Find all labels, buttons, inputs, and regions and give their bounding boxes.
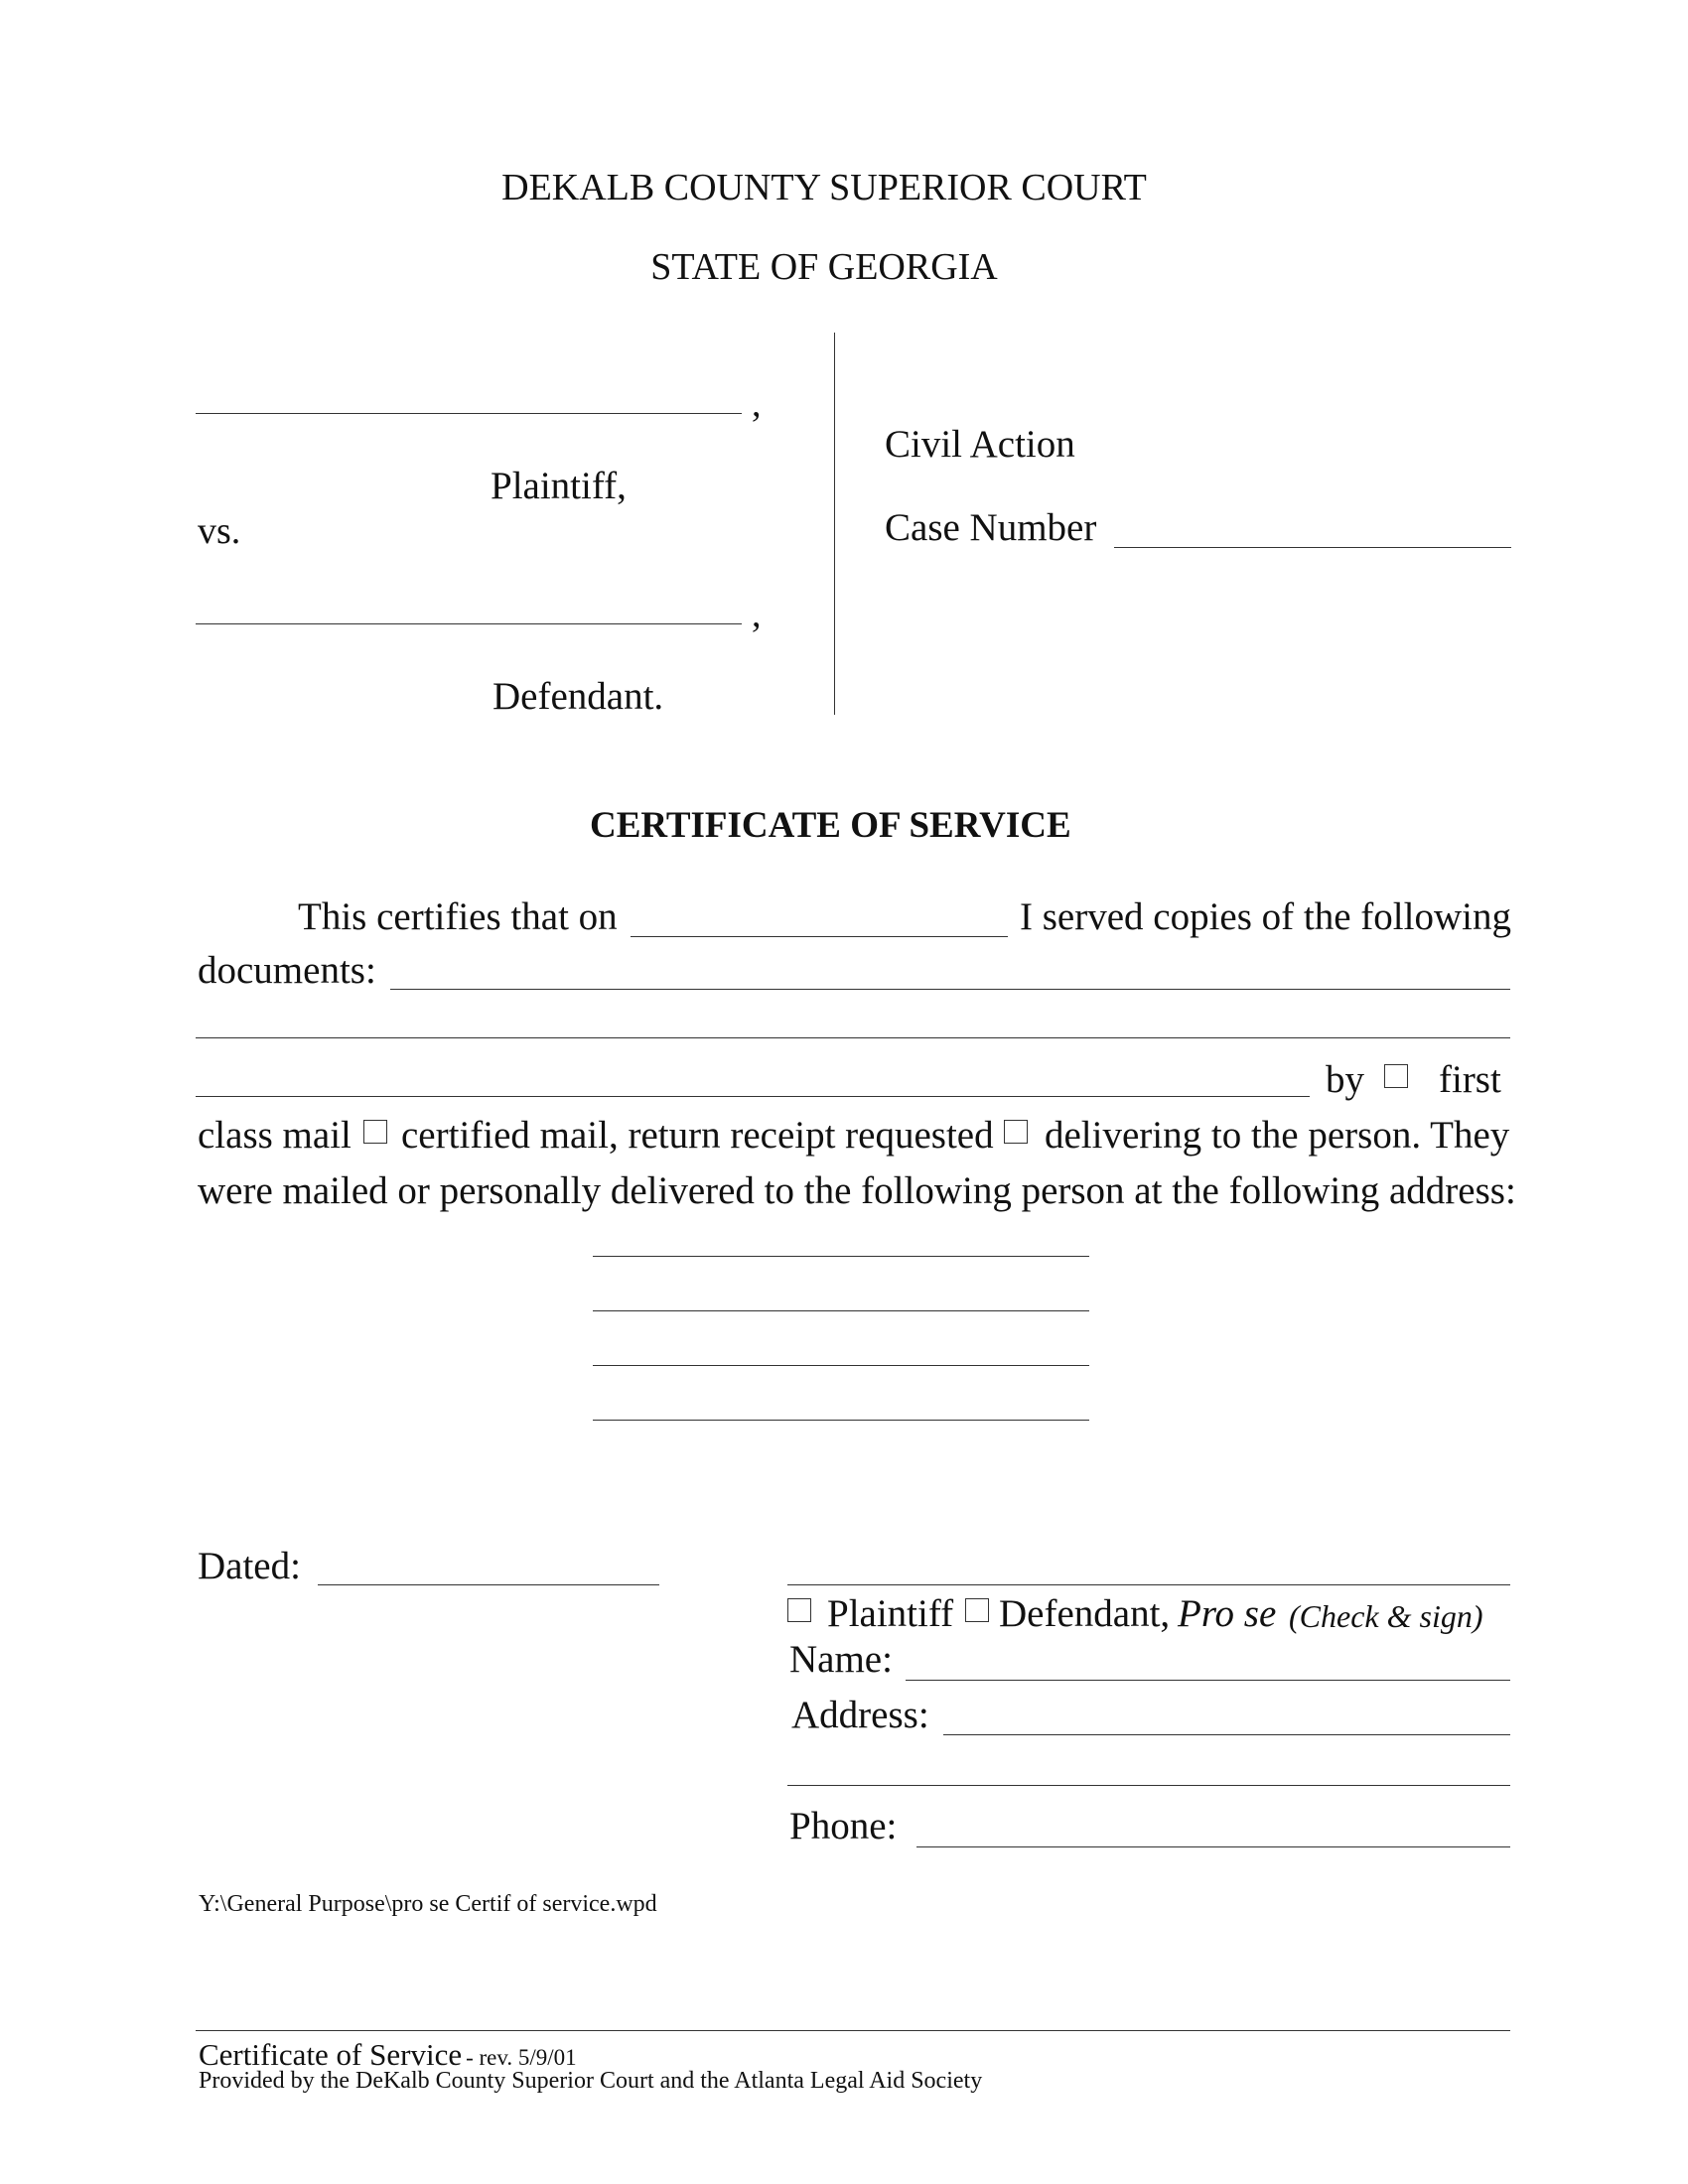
footer-divider [196, 2030, 1510, 2031]
recipient-address-line-2[interactable] [593, 1310, 1089, 1311]
file-path: Y:\General Purpose\pro se Certif of service.wpd [199, 1891, 657, 1917]
plaintiff-pro-se-checkbox[interactable] [787, 1598, 811, 1622]
served-copies-text: I served copies of the following [1020, 895, 1511, 938]
defendant-name-line[interactable] [196, 623, 742, 624]
defendant-label: Defendant. [492, 675, 664, 718]
plaintiff-label: Plaintiff, [491, 465, 627, 507]
civil-action-label: Civil Action [885, 423, 1075, 466]
pro-se-label: Pro se [1178, 1592, 1277, 1635]
form-title: Certificate of Service [199, 2037, 463, 2072]
signature-line[interactable] [787, 1584, 1510, 1585]
recipient-address-line-3[interactable] [593, 1365, 1089, 1366]
service-date-line[interactable] [631, 936, 1008, 937]
certified-mail-checkbox[interactable] [363, 1120, 387, 1144]
caption-divider [834, 333, 835, 715]
certificate-title: CERTIFICATE OF SERVICE [590, 805, 1071, 846]
address-line-1[interactable] [943, 1734, 1510, 1735]
first-label: first [1439, 1058, 1501, 1101]
name-label: Name: [789, 1638, 893, 1681]
delivering-checkbox[interactable] [1004, 1120, 1028, 1144]
footer-form-title [199, 2039, 577, 2070]
defendant-option-label: Defendant, [999, 1592, 1171, 1635]
delivering-label: delivering to the person. They [1045, 1114, 1510, 1157]
documents-line-1[interactable] [390, 989, 1510, 990]
address-line-2[interactable] [787, 1785, 1510, 1786]
plaintiff-comma: , [752, 383, 762, 425]
recipient-address-line-4[interactable] [593, 1420, 1089, 1421]
class-mail-label: class mail [198, 1114, 352, 1157]
form-revision: - rev. 5/9/01 [466, 2045, 577, 2070]
phone-label: Phone: [789, 1805, 898, 1847]
plaintiff-option-label: Plaintiff [827, 1592, 954, 1635]
dated-line[interactable] [318, 1584, 659, 1585]
documents-line-2[interactable] [196, 1037, 1510, 1038]
case-number-label: Case Number [885, 506, 1097, 549]
recipient-address-line-1[interactable] [593, 1256, 1089, 1257]
certifies-text: This certifies that on [298, 895, 618, 938]
defendant-pro-se-checkbox[interactable] [965, 1598, 989, 1622]
state-title: STATE OF GEORGIA [650, 246, 998, 288]
documents-line-3[interactable] [196, 1096, 1310, 1097]
provided-by: Provided by the DeKalb County Superior Court and the Atlanta Legal Aid Society [199, 2068, 983, 2094]
phone-line[interactable] [916, 1846, 1510, 1847]
case-number-line[interactable] [1114, 547, 1511, 548]
certified-mail-label: certified mail, return receipt requested [401, 1114, 994, 1157]
vs-label: vs. [198, 510, 241, 552]
dated-label: Dated: [198, 1545, 301, 1587]
court-title: DEKALB COUNTY SUPERIOR COURT [501, 167, 1147, 208]
documents-label: documents: [198, 949, 376, 992]
defendant-comma: , [752, 594, 762, 635]
mailed-sentence: were mailed or personally delivered to the following person at the following address: [198, 1169, 1516, 1212]
name-line[interactable] [906, 1680, 1510, 1681]
first-class-mail-checkbox[interactable] [1384, 1064, 1408, 1088]
plaintiff-name-line[interactable] [196, 413, 742, 414]
address-label: Address: [791, 1694, 929, 1736]
by-label: by [1326, 1058, 1364, 1101]
check-sign-note: (Check & sign) [1289, 1598, 1483, 1634]
